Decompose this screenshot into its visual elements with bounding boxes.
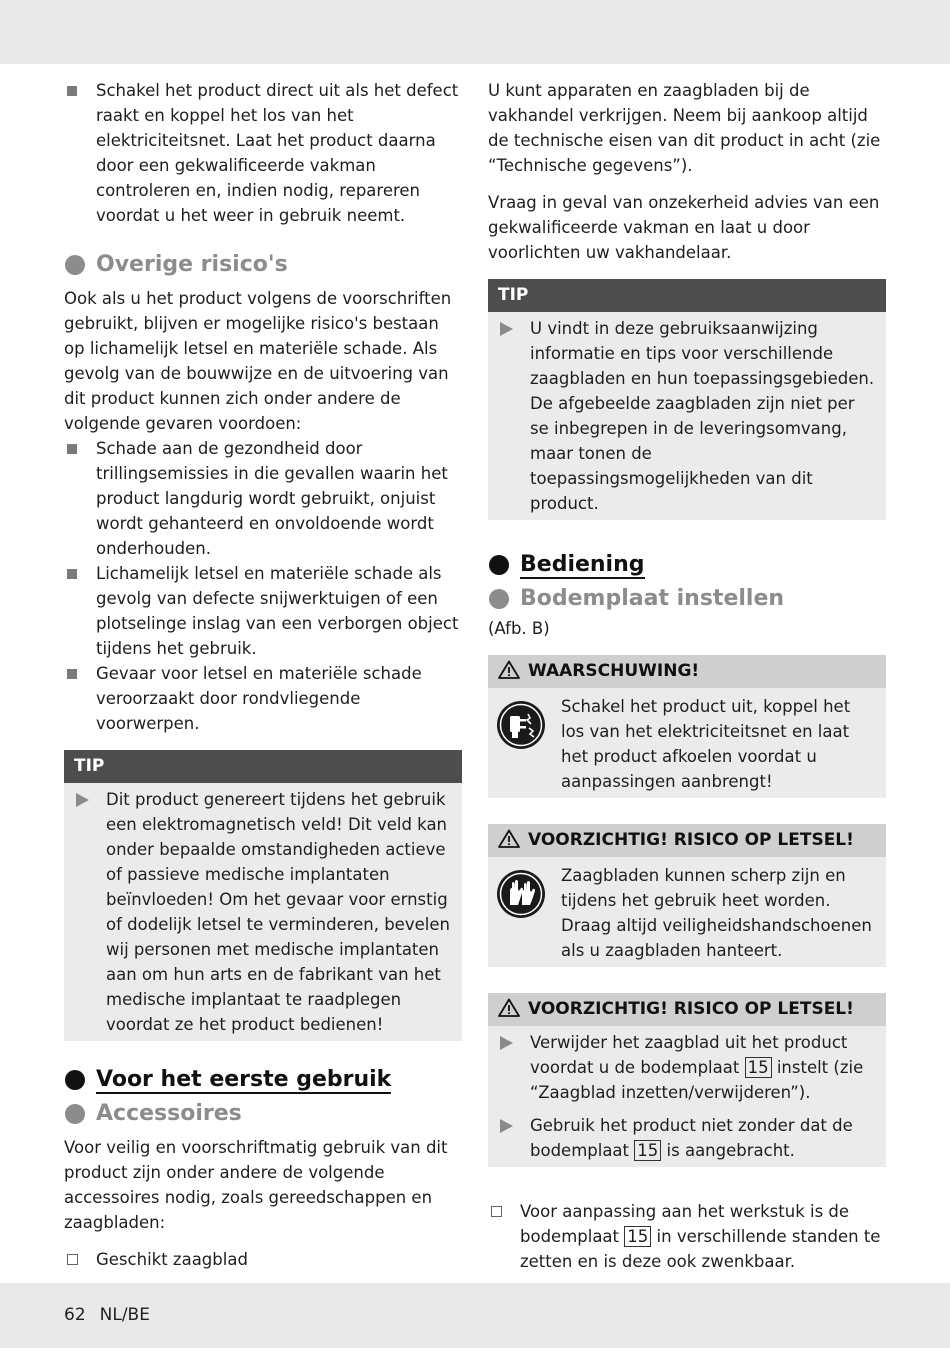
- warning-triangle-icon: [498, 998, 520, 1017]
- accessories-intro: Voor veilig en voorschriftmatig gebruik van dit product zijn onder andere de volgende accessoires nodig, zoals gereedschappen en zaagbladen:: [64, 1138, 448, 1232]
- list-item: Verwijder het zaagblad uit het product voordat u de bodemplaat 15 instelt (zie “Zaagblad inzetten/verwijderen”).: [498, 1030, 876, 1105]
- accessories-list: [64, 1247, 462, 1272]
- list-item: Gevaar voor letsel en materiële schade veroorzaakt door rondvliegende voorwerpen.: [64, 661, 462, 736]
- triangle-bullet-icon: [500, 1036, 513, 1050]
- paragraph: Vraag in geval van onzekerheid advies van een gekwalificeerde vakman en laat u door voorlichten uw vakhandelaar.: [488, 193, 880, 262]
- grey-dot-icon: [65, 1104, 85, 1124]
- list-item: Schade aan de gezondheid door trillingsemissies in die gevallen waarin het product langdurig wordt gebruikt, onjuist wordt gehanteerd en onvoldoende wordt onderhouden.: [64, 436, 462, 561]
- caution-box-baseplate: [488, 993, 886, 1167]
- open-square-bullet-icon: [491, 1206, 502, 1217]
- top-band: [0, 0, 950, 64]
- triangle-bullet-icon: [76, 793, 89, 807]
- warning-triangle-icon: [498, 829, 520, 848]
- caution-header: VOORZICHTIG! RISICO OP LETSEL!: [488, 824, 886, 857]
- list-item: U vindt in deze gebruiksaanwijzing informatie en tips voor verschillende zaagbladen en hun toepassingsgebieden. De afgebeelde zaagbladen zijn niet per se inbegrepen in de leveringsomvang, maar tonen de toepassingsmogelijkheden van dit product.: [498, 316, 876, 516]
- part-number-ref: 15: [745, 1057, 772, 1078]
- list-item: Schakel het product direct uit als het defect raakt en koppel het los van het elektriciteitsnet. Laat het product daarna door een gekwalificeerde vakman controleren en, indien nodig, repareren voordat u het weer in gebruik neemt.: [64, 78, 462, 228]
- list-item: Voor aanpassing aan het werkstuk is de bodemplaat 15 in verschillende standen te zetten en is deze ook zwenkbaar.: [488, 1199, 886, 1274]
- caution-box-gloves: VOORZICHTIG! RISICO OP LETSEL! Zaagbladen kunnen scherp zijn en tijdens het gebruik heet worden. Draag altijd veiligheidshandschoenen als u zaagbladen hanteert.: [488, 824, 886, 967]
- footer: [64, 1305, 164, 1325]
- square-bullet-icon: [67, 86, 77, 96]
- list-item: Dit product genereert tijdens het gebruik een elektromagnetisch veld! Dit veld kan onder bepaalde omstandigheden actieve of passieve medische implantaten beïnvloeden! Om het gevaar voor ernstig of dodelijk letsel te verminderen, bevelen wij personen met medische implantaten aan om hun arts en de fabrikant van het medische implantaat te raadplegen voordat ze het product bedienen!: [74, 787, 452, 1037]
- tip-box-emf: [64, 750, 462, 1041]
- list-item: Geschikt zaagblad: [64, 1247, 462, 1272]
- section-heading-first-use: Voor het eerste gebruik: [64, 1065, 462, 1095]
- section-heading-accessories: Accessoires: [64, 1099, 462, 1129]
- black-dot-icon: [489, 555, 509, 575]
- baseplate-list: [488, 1199, 886, 1274]
- open-square-bullet-icon: [67, 1254, 78, 1265]
- black-dot-icon: [65, 1070, 85, 1090]
- tip-box-sawblades: [488, 279, 886, 520]
- paragraph: U kunt apparaten en zaagbladen bij de vakhandel verkrijgen. Neem bij aankoop altijd de technische eisen van dit product in acht (zie “Technische gegevens”).: [488, 81, 881, 175]
- page-number: 62: [64, 1305, 86, 1325]
- grey-dot-icon: [65, 255, 85, 275]
- risks-intro: Ook als u het product volgens de voorschriften gebruikt, blijven er mogelijke risico's bestaan op lichamelijk letsel en materiële schade. Als gevolg van de bouwwijze en de uitvoering van dit product kunnen zich onder andere de volgende gevaren voordoen:: [64, 289, 452, 433]
- section-heading-risks: Overige risico's: [64, 250, 462, 280]
- list-item: Gebruik het product niet zonder dat de bodemplaat 15 is aangebracht.: [498, 1113, 876, 1163]
- caution-header: VOORZICHTIG! RISICO OP LETSEL!: [488, 993, 886, 1026]
- section-heading-baseplate: Bodemplaat instellen: [488, 584, 886, 614]
- risks-list: [64, 436, 462, 736]
- triangle-bullet-icon: [500, 322, 513, 336]
- gloves-icon: [496, 869, 546, 919]
- warning-triangle-icon: [498, 660, 520, 679]
- right-column: [488, 78, 886, 1274]
- intro-bullet-list: [64, 78, 462, 228]
- warning-header: WAARSCHUWING!: [488, 655, 886, 688]
- triangle-bullet-icon: [500, 1119, 513, 1133]
- warning-box: WAARSCHUWING! Schakel het product uit, koppel het los van het elektriciteitsnet en laat het product afkoelen voordat u aanpassingen aanbrengt!: [488, 655, 886, 798]
- list-item: Lichamelijk letsel en materiële schade als gevolg van defecte snijwerktuigen of een plotselinge inslag van een verborgen object tijdens het gebruik.: [64, 561, 462, 661]
- square-bullet-icon: [67, 444, 77, 454]
- square-bullet-icon: [67, 569, 77, 579]
- tip-label: TIP: [64, 750, 462, 783]
- section-heading-operation: Bediening: [488, 550, 886, 580]
- square-bullet-icon: [67, 669, 77, 679]
- tip-label: TIP: [488, 279, 886, 312]
- part-number-ref: 15: [634, 1140, 661, 1161]
- figure-reference: (Afb. B): [488, 619, 550, 638]
- left-column: [64, 78, 462, 1272]
- region-label: NL/BE: [99, 1305, 150, 1325]
- grey-dot-icon: [489, 589, 509, 609]
- part-number-ref: 15: [624, 1226, 651, 1247]
- unplug-icon: [496, 700, 546, 750]
